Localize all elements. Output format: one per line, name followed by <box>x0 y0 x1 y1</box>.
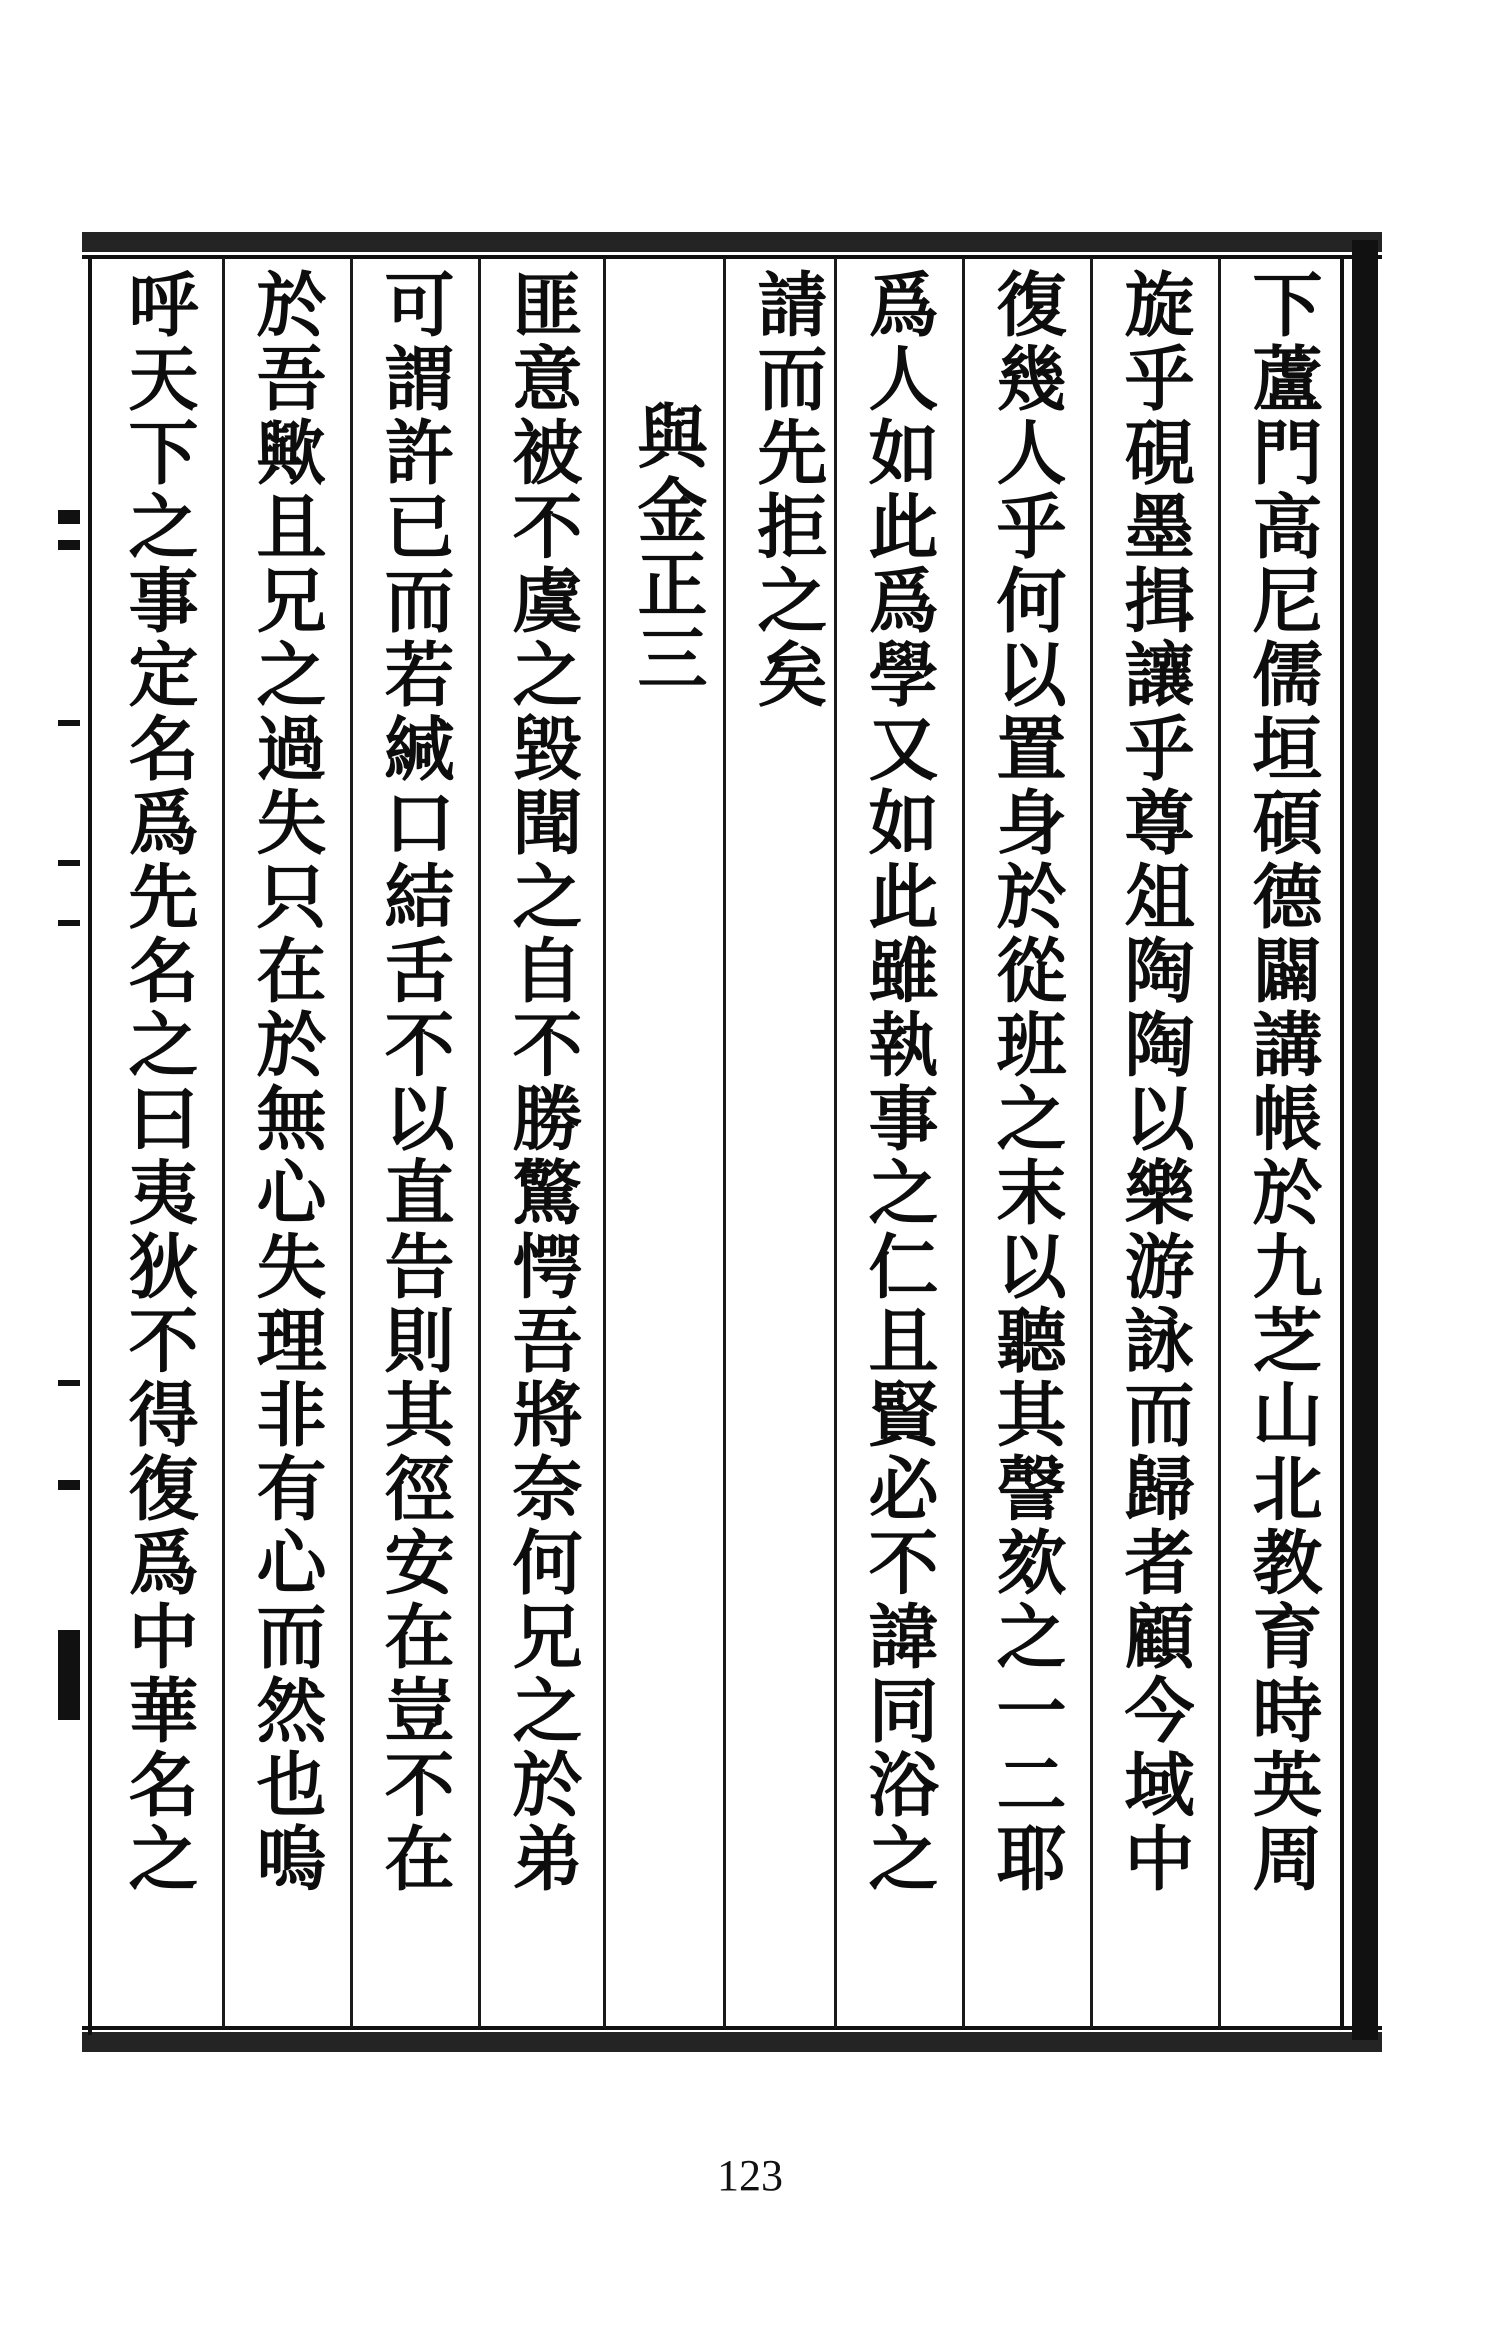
text-column: 爲人如此爲學又如此雖執事之仁且賢必不諱同浴之 <box>857 268 940 1896</box>
text-column: 於吾歟且兄之過失只在於無心失理非有心而然也嗚 <box>245 268 328 1896</box>
column-rule <box>478 258 481 2028</box>
frame-right-border <box>1352 240 1378 2040</box>
column-rule <box>1090 258 1093 2028</box>
margin-marks <box>58 480 82 1780</box>
frame-top-border <box>82 232 1382 252</box>
text-column: 下蘆門高尼儒垣碩德闢講帳於九芝山北教育時英周 <box>1241 268 1324 1896</box>
frame-bottom-border <box>82 2032 1382 2052</box>
column-rule <box>350 258 353 2028</box>
column-rule <box>962 258 965 2028</box>
column-rule <box>1218 258 1221 2028</box>
text-column: 可謂許已而若緘口結舌不以直告則其徑安在豈不在 <box>373 268 456 1896</box>
page-number: 123 <box>717 2151 783 2200</box>
text-column: 呼天下之事定名爲先名之曰夷狄不得復爲中華名之 <box>117 268 200 1896</box>
column-rule <box>222 258 225 2028</box>
text-column: 請而先拒之矣 <box>746 268 829 712</box>
column-rule <box>603 258 606 2028</box>
text-column: 匪意被不虞之毀聞之自不勝驚愕吾將奈何兄之於弟 <box>501 268 584 1896</box>
frame-left-border <box>88 255 92 2035</box>
frame-top-inner-border <box>82 255 1382 259</box>
section-title: 與金正三 <box>626 400 709 696</box>
text-column: 旋乎硯墨揖讓乎尊俎陶陶以樂游詠而歸者顧今域中 <box>1113 268 1196 1896</box>
text-column: 復幾人乎何以置身於從班之末以聽其謦欬之一二耶 <box>985 268 1068 1896</box>
